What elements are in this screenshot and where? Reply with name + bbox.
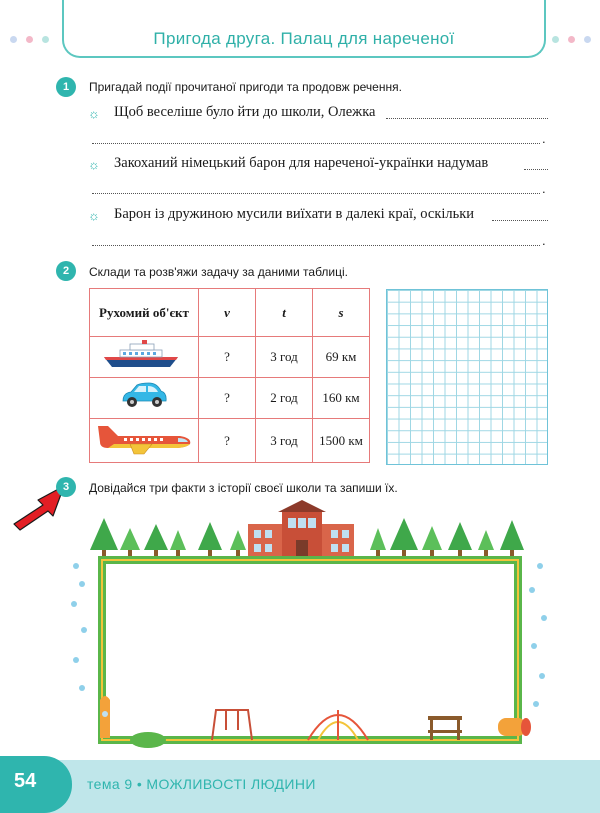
writing-frame xyxy=(102,560,518,740)
page-number: 54 xyxy=(14,770,37,792)
task-2-instruction: Склади та розв'яжи задачу за даними таблиці. xyxy=(89,265,349,279)
table-row xyxy=(90,378,370,419)
answer-line[interactable] xyxy=(492,220,548,221)
table-row xyxy=(90,419,370,463)
task-number-3: 3 xyxy=(56,477,76,497)
table-cell: 160 км xyxy=(313,378,370,419)
tunnel-icon xyxy=(498,718,531,736)
sun-bullet-icon: ☼ xyxy=(88,208,100,223)
squared-answer-grid[interactable] xyxy=(386,289,548,465)
task-number-1: 1 xyxy=(56,77,76,97)
title-tab xyxy=(62,0,546,58)
page-title: Пригода друга. Палац для нареченої xyxy=(153,29,455,48)
table-cell: 3 год xyxy=(256,419,313,463)
school-building-icon xyxy=(248,500,354,558)
header-time: t xyxy=(256,289,313,337)
tree-icon xyxy=(90,518,246,556)
answer-line[interactable] xyxy=(92,193,540,194)
table-cell: 1500 км xyxy=(313,419,370,463)
rocket-icon xyxy=(100,696,110,738)
bush-icon xyxy=(130,732,166,748)
ship-icon xyxy=(90,337,199,378)
table-cell: 69 км xyxy=(313,337,370,378)
period-mark: . xyxy=(542,131,546,146)
table-cell: ? xyxy=(199,337,256,378)
table-cell: 2 год xyxy=(256,378,313,419)
sun-bullet-icon: ☼ xyxy=(88,106,100,121)
task-1-sentence-3: Барон із дружиною мусили виїхати в далекі краї, оскільки xyxy=(114,206,475,222)
answer-line[interactable] xyxy=(386,118,548,119)
answer-line[interactable] xyxy=(524,169,548,170)
table-row xyxy=(90,337,370,378)
task-3-instruction: Довідайся три факти з історії своєї школи та запиши їх. xyxy=(89,481,398,495)
airplane-icon xyxy=(90,419,199,463)
task-1-sentence-1: Щоб веселіше було йти до школи, Олежка xyxy=(114,104,376,120)
car-icon xyxy=(90,378,199,419)
sun-bullet-icon: ☼ xyxy=(88,157,100,172)
school-frame-illustration xyxy=(60,500,560,760)
answer-line[interactable] xyxy=(92,143,540,144)
task-1-sentence-2: Закоханий німецький барон для нареченої-українки надумав xyxy=(114,155,489,171)
header-velocity: v xyxy=(199,289,256,337)
footer-topic: тема 9 • МОЖЛИВОСТІ ЛЮДИНИ xyxy=(87,776,316,792)
period-mark: . xyxy=(542,181,546,196)
table-cell: 3 год xyxy=(256,337,313,378)
header-object: Рухомий об'єкт xyxy=(90,289,199,337)
header-distance: s xyxy=(313,289,370,337)
period-mark: . xyxy=(542,233,546,248)
task-number-2: 2 xyxy=(56,261,76,281)
answer-line[interactable] xyxy=(92,245,540,246)
table-cell: ? xyxy=(199,419,256,463)
table-cell: ? xyxy=(199,378,256,419)
motion-table xyxy=(89,288,370,463)
tree-icon xyxy=(370,518,524,556)
task-1-instruction: Пригадай події прочитаної пригоди та продовж речення. xyxy=(89,80,402,94)
